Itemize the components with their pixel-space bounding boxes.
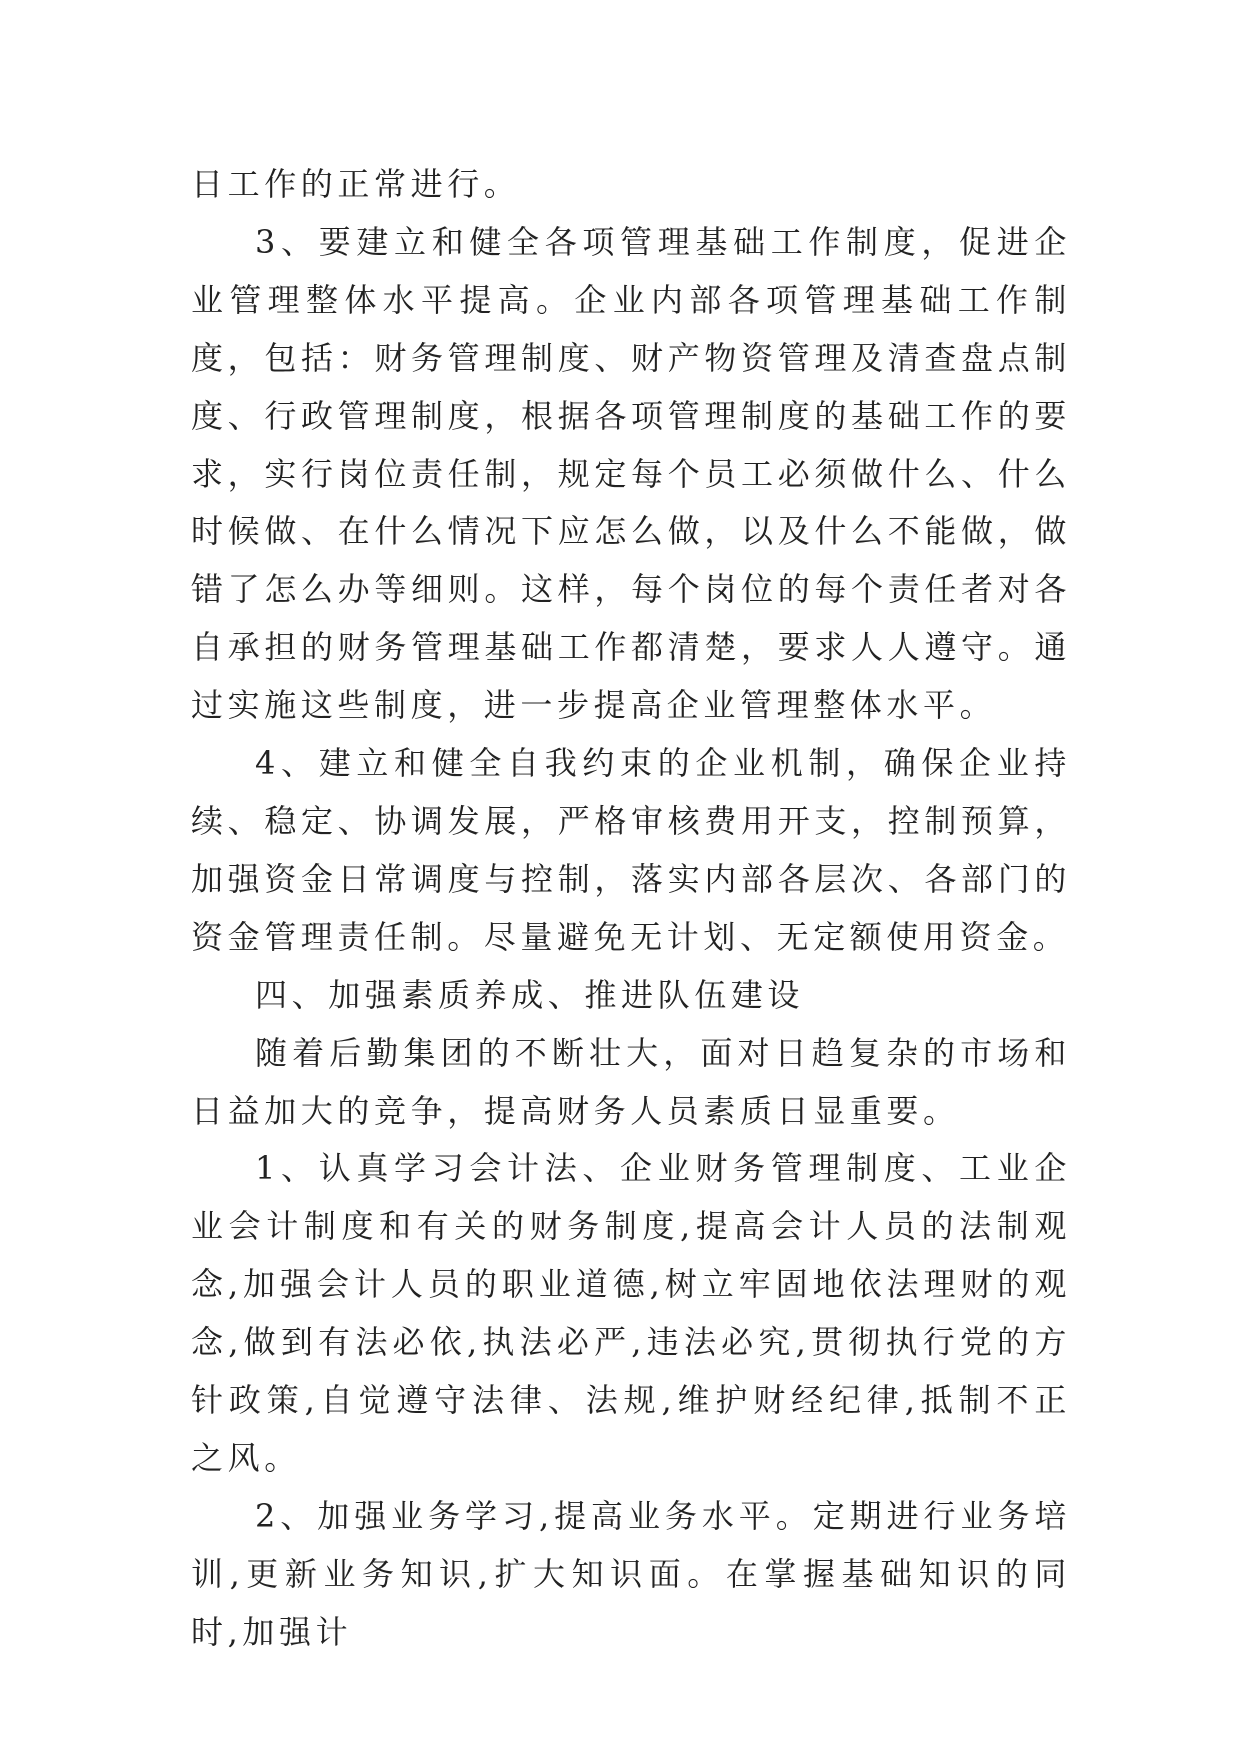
paragraph-item-3: 3、要建立和健全各项管理基础工作制度，促进企业管理整体水平提高。企业内部各项管理基础工作制度，包括：财务管理制度、财产物资管理及清查盘点制度、行政管理制度，根据各项管理制度的基础工作的要求，实行岗位责任制，规定每个员工必须做什么、什么时候做、在什么情况下应怎么做，以及什么不能做，做错了怎么办等细则。这样，每个岗位的每个责任者对各自承担的财务管理基础工作都清楚，要求人人遵守。通过实施这些制度，进一步提高企业管理整体水平。 [191, 222, 1071, 725]
paragraph-intro: 随着后勤集团的不断壮大，面对日趋复杂的市场和日益加大的竞争，提高财务人员素质日显重要。 [191, 1033, 1071, 1130]
section-heading-four: 四、加强素质养成、推进队伍建设 [255, 975, 805, 1014]
paragraph-item-2: 2、加强业务学习,提高业务水平。定期进行业务培训,更新业务知识,扩大知识面。在掌握基础知识的同时,加强计 [191, 1496, 1071, 1651]
paragraph-item-1: 1、认真学习会计法、企业财务管理制度、工业企业会计制度和有关的财务制度,提高会计人员的法制观念,加强会计人员的职业道德,树立牢固地依法理财的观念,做到有法必依,执法必严,违法必究,贯彻执行党的方针政策,自觉遵守法律、法规,维护财经纪律,抵制不正之风。 [191, 1149, 1071, 1477]
paragraph-continuation: 日工作的正常进行。 [191, 165, 521, 203]
paragraph-item-4: 4、建立和健全自我约束的企业机制，确保企业持续、稳定、协调发展，严格审核费用开支，控制预算，加强资金日常调度与控制，落实内部各层次、各部门的资金管理责任制。尽量避免无计划、无定额使用资金。 [191, 744, 1071, 956]
document-body [191, 156, 1071, 1662]
